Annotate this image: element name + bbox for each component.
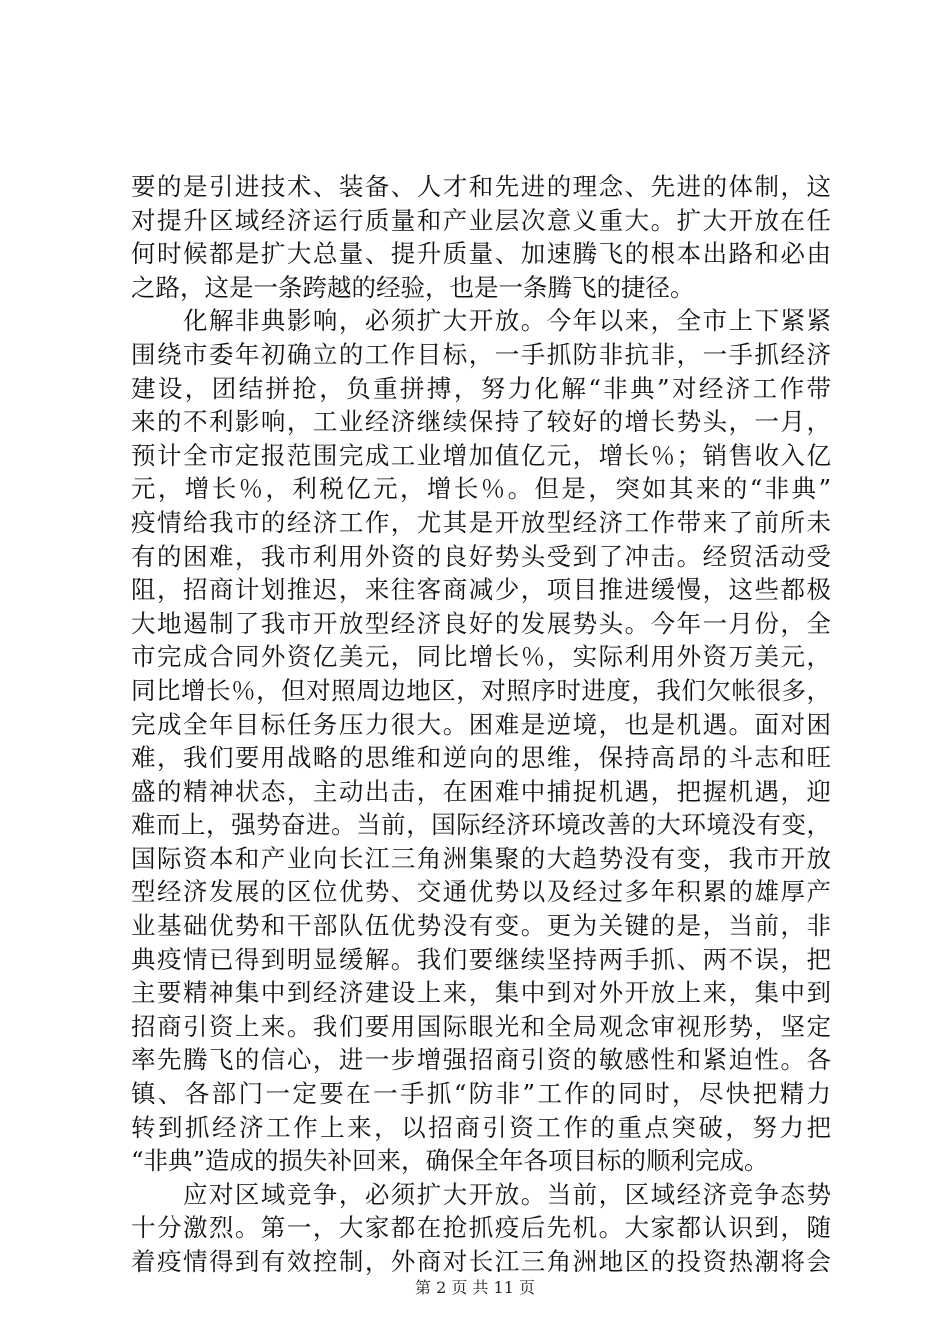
text-line: 化解非典影响，必须扩大开放。今年以来，全市上下紧紧 xyxy=(131,306,831,336)
text-line: 型经济发展的区位优势、交通优势以及经过多年积累的雄厚产 xyxy=(131,877,831,907)
text-line: 转到抓经济工作上来，以招商引资工作的重点突破，努力把 xyxy=(131,1112,831,1142)
text-line: 难而上，强势奋进。当前，国际经济环境改善的大环境没有变， xyxy=(131,810,831,840)
text-line: 预计全市定报范围完成工业增加值亿元，增长％；销售收入亿 xyxy=(131,440,831,470)
text-line: 围绕市委年初确立的工作目标，一手抓防非抗非，一手抓经济 xyxy=(131,339,831,369)
text-line: 镇、各部门一定要在一手抓“防非”工作的同时，尽快把精力 xyxy=(131,1079,831,1109)
text-line: 应对区域竞争，必须扩大开放。当前，区域经济竞争态势 xyxy=(131,1179,831,1209)
text-line: 招商引资上来。我们要用国际眼光和全局观念审视形势，坚定 xyxy=(131,1011,831,1041)
text-line: 难，我们要用战略的思维和逆向的思维，保持高昂的斗志和旺 xyxy=(131,743,831,773)
text-line: 典疫情已得到明显缓解。我们要继续坚持两手抓、两不误，把 xyxy=(131,944,831,974)
text-line: 大地遏制了我市开放型经济良好的发展势头。今年一月份，全 xyxy=(131,608,831,638)
text-line: 对提升区域经济运行质量和产业层次意义重大。扩大开放在任 xyxy=(131,205,831,235)
text-line: 有的困难，我市利用外资的良好势头受到了冲击。经贸活动受 xyxy=(131,541,831,571)
text-line: 业基础优势和干部队伍优势没有变。更为关键的是，当前，非 xyxy=(131,911,831,941)
text-line: 着疫情得到有效控制，外商对长江三角洲地区的投资热潮将会 xyxy=(131,1247,831,1276)
text-line: 之路，这是一条跨越的经验，也是一条腾飞的捷径。 xyxy=(131,272,695,302)
text-line: 元，增长％，利税亿元，增长％。但是，突如其来的“非典” xyxy=(131,474,831,504)
text-line: “非典”造成的损失补回来，确保全年各项目标的顺利完成。 xyxy=(131,1146,769,1176)
text-line: 阻，招商计划推迟，来往客商减少，项目推进缓慢，这些都极 xyxy=(131,575,831,605)
text-line: 同比增长％，但对照周边地区，对照序时进度，我们欠帐很多， xyxy=(131,675,831,705)
text-line: 十分激烈。第一，大家都在抢抓疫后先机。大家都认识到，随 xyxy=(131,1213,831,1243)
text-line: 疫情给我市的经济工作，尤其是开放型经济工作带来了前所未 xyxy=(131,507,831,537)
text-line: 国际资本和产业向长江三角洲集聚的大趋势没有变，我市开放 xyxy=(131,843,831,873)
text-line: 率先腾飞的信心，进一步增强招商引资的敏感性和紧迫性。各 xyxy=(131,1045,831,1075)
text-line: 何时候都是扩大总量、提升质量、加速腾飞的根本出路和必由 xyxy=(131,239,831,269)
text-line: 建设，团结拼抢，负重拼搏，努力化解“非典”对经济工作带 xyxy=(131,373,831,403)
text-line: 完成全年目标任务压力很大。困难是逆境，也是机遇。面对困 xyxy=(131,709,831,739)
text-line: 来的不利影响，工业经济继续保持了较好的增长势头，一月， xyxy=(131,407,831,437)
text-line: 要的是引进技术、装备、人才和先进的理念、先进的体制，这 xyxy=(131,172,831,201)
page-number-footer: 第 2 页 共 11 页 xyxy=(415,1278,535,1297)
text-line: 主要精神集中到经济建设上来，集中到对外开放上来，集中到 xyxy=(131,978,831,1008)
text-line: 市完成合同外资亿美元，同比增长％，实际利用外资万美元， xyxy=(131,642,831,672)
text-line: 盛的精神状态，主动出击，在困难中捕捉机遇，把握机遇，迎 xyxy=(131,776,831,806)
body-text xyxy=(131,170,831,1279)
